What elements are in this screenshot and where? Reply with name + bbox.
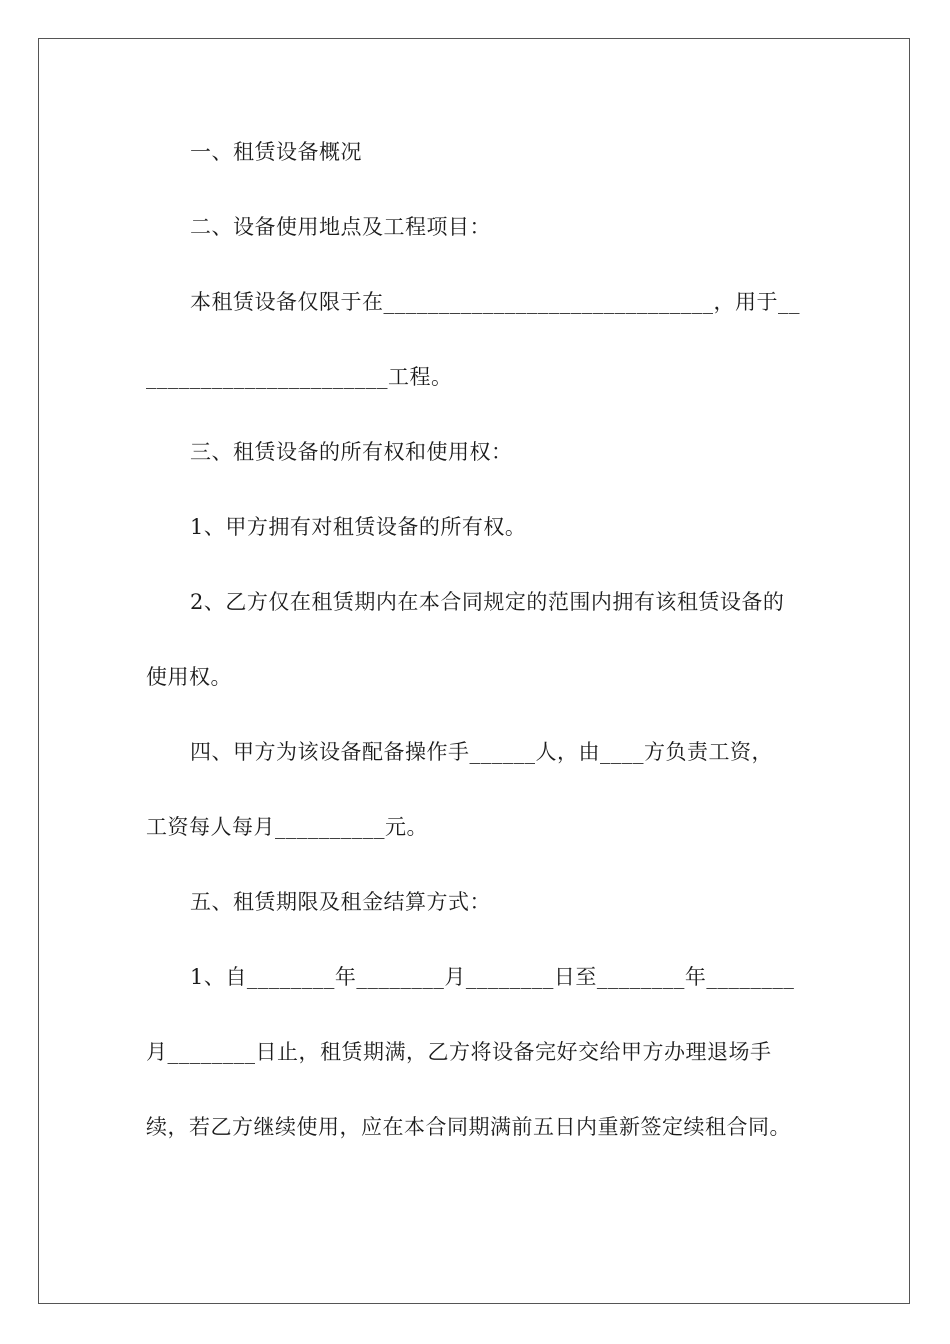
section-4-line-1: 四、甲方为该设备配备操作手______人，由____方负责工资， <box>190 740 773 764</box>
ownership-item-1: 1、甲方拥有对租赁设备的所有权。 <box>190 515 527 539</box>
section-3-heading: 三、租赁设备的所有权和使用权： <box>190 440 513 464</box>
location-paragraph-line-2: ______________________工程。 <box>146 365 453 389</box>
term-item-1-line-1: 1、自________年________月________日至________年________ <box>190 965 795 989</box>
section-4-line-2: 工资每人每月__________元。 <box>146 815 428 839</box>
section-5-heading: 五、租赁期限及租金结算方式： <box>190 890 491 914</box>
term-item-1-line-3: 续，若乙方继续使用，应在本合同期满前五日内重新签定续租合同。 <box>146 1115 791 1139</box>
ownership-item-2-line-2: 使用权。 <box>146 665 232 689</box>
term-item-1-line-2: 月________日止，租赁期满，乙方将设备完好交给甲方办理退场手 <box>146 1040 772 1064</box>
ownership-item-2-line-1: 2、乙方仅在租赁期内在本合同规定的范围内拥有该租赁设备的 <box>190 590 785 614</box>
section-2-heading: 二、设备使用地点及工程项目： <box>190 215 491 239</box>
location-paragraph-line-1: 本租赁设备仅限于在______________________________，用于__ <box>190 290 800 314</box>
section-1-heading: 一、租赁设备概况 <box>190 140 362 164</box>
